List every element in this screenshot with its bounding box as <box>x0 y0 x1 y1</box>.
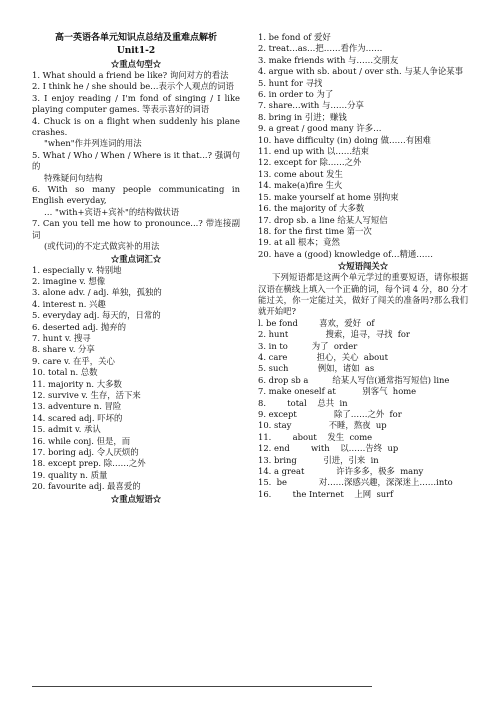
phrase-item: 7. share…with 与……分享 <box>258 100 364 111</box>
sentence-item: 7. Can you tell me how to pronounce...? 带连接副词 <box>32 218 240 240</box>
sentence-item: 2. I think he / she should be…表示个人观点的词语 <box>32 81 234 92</box>
word-item: 17. boring adj. 令人厌烦的 <box>32 447 139 457</box>
challenge-intro: 下列短语都是这两个单元学过的重要短语，请你根据汉语在横线上填入一个正确的词，每个词 4 分，80 分才能过关，你一定能过关，做好了闯关的准备吗?那么我们就开始吧? <box>258 272 468 317</box>
word-item: 7. hunt v. 搜寻 <box>32 332 91 343</box>
sentence-item: 5. What / Who / When / Where is it that...? 强调句的 <box>32 149 240 172</box>
sentence-item: 6. With so many people communicating in English everyday, <box>32 184 240 206</box>
right-column <box>258 32 468 500</box>
sentence-note: (或代词)的不定式做宾补的用法 <box>44 241 160 252</box>
word-item: 2. imagine v. 想像 <box>32 275 106 286</box>
word-item: 14. scared adj. 吓坏的 <box>32 412 123 423</box>
phrase-item: 13. come about 发生 <box>258 168 343 179</box>
sentence-note: 特殊疑问句结构 <box>44 172 103 183</box>
quiz-item: 16. the Internet 上网 surf <box>258 488 394 499</box>
quiz-item: 7. make oneself at 别客气 home <box>258 386 417 397</box>
quiz-item: 15. be 对……深感兴趣，深深迷上……into <box>258 477 453 488</box>
word-item: 18. except prep. 除……之外 <box>32 458 146 469</box>
unit-heading: Unit1-2 <box>116 46 156 56</box>
quiz-item: 2. hunt 搜索，追寻，寻找 for <box>258 329 410 340</box>
quiz-item: 9. except 除了……之外 for <box>258 409 402 419</box>
quiz-item: 10. stay 不睡，熬夜 up <box>258 420 387 431</box>
quiz-item: 4. care 担心，关心 about <box>258 351 388 362</box>
quiz-item: 5. such 例如，诸如 as <box>258 363 375 374</box>
phrase-item: 20. have a (good) knowledge of…精通…… <box>258 248 434 259</box>
word-item: 4. interest n. 兴趣 <box>32 298 106 309</box>
quiz-item: 6. drop sb a 给某人写信(通常指写短信) line <box>258 374 450 385</box>
phrase-item: 15. make yourself at home 别拘束 <box>258 191 399 202</box>
footer-divider <box>32 686 372 687</box>
section-phrase-challenge: ☆短语闯关☆ <box>337 261 389 272</box>
phrase-item: 16. the majority of 大多数 <box>258 203 365 214</box>
sentence-item: 1. What should a friend be like? 询问对方的看法 <box>32 70 229 80</box>
phrase-item: 6. in order to 为了 <box>258 89 334 100</box>
phrase-item: 9. a great / good many 许多… <box>258 123 382 134</box>
quiz-item: 3. in to 为了 order <box>258 340 358 351</box>
phrase-item: 18. for the first time 第一次 <box>258 225 372 236</box>
word-item: 10. total n. 总数 <box>32 367 98 378</box>
word-item: 1. especially v. 特别地 <box>32 264 122 275</box>
document-title: 高一英语各单元知识点总结及重难点解析 <box>54 33 217 43</box>
phrase-item: 4. argue with sb. about / over sth. 与某人争论某事 <box>258 66 463 77</box>
quiz-item: 13. bring 引进，引来 in <box>258 454 379 465</box>
word-item: 15. admit v. 承认 <box>32 424 101 435</box>
phrase-item: 5. hunt for 寻找 <box>258 77 323 88</box>
phrase-item: 17. drop sb. a line 给某人写短信 <box>258 214 388 225</box>
word-item: 20. favourite adj. 最喜爱的 <box>32 481 141 492</box>
phrase-item: 19. at all 根本；竟然 <box>258 237 340 248</box>
section-key-phrases: ☆重点短语☆ <box>110 493 162 504</box>
phrase-item: 10. have difficulty (in) doing 做……有困难 <box>258 134 431 145</box>
phrase-item: 14. make(a)fire 生火 <box>258 180 343 191</box>
quiz-item: 11. about 发生 come <box>258 431 373 442</box>
quiz-item: 8. total 总共 in <box>258 397 348 408</box>
word-item: 19. quality n. 质量 <box>32 469 108 480</box>
phrase-item: 8. bring in 引进；赚钱 <box>258 111 347 122</box>
section-key-words: ☆重点词汇☆ <box>110 253 162 264</box>
word-item: 16. while conj. 但是，而 <box>32 435 131 446</box>
word-item: 8. share v. 分享 <box>32 344 95 355</box>
word-item: 11. majority n. 大多数 <box>32 378 122 389</box>
quiz-item: 14. a great 许许多多，极多 many <box>258 466 424 477</box>
word-item: 6. deserted adj. 抛弃的 <box>32 321 126 332</box>
section-key-sentences: ☆重点句型☆ <box>110 59 162 69</box>
word-item: 9. care v. 在乎，关心 <box>32 355 115 366</box>
phrase-item: 11. end up with 以……结束 <box>258 146 369 157</box>
phrase-item: 12. except for 除……之外 <box>258 157 362 168</box>
phrase-item: 3. make friends with 与……交朋友 <box>258 54 399 65</box>
quiz-item: 12. end with 以……告终 up <box>258 443 399 454</box>
quiz-item: l. be fond 喜欢，爱好 of <box>258 317 375 328</box>
sentence-item: 3. I enjoy reading / I'm fond of singing / I like playing computer games. 等表示喜好的词语 <box>32 92 240 115</box>
word-item: 5. everyday adj. 每天的，日常的 <box>32 310 161 321</box>
sentence-note: "when"作并列连词的用法 <box>44 138 142 149</box>
phrase-item: 1. be fond of 爱好 <box>258 32 331 42</box>
sentence-note: … "with+宾语+宾补"的结构做状语 <box>44 206 180 217</box>
phrase-item: 2. treat…as…把……看作为…… <box>258 43 383 54</box>
sentence-item: 4. Chuck is on a flight when suddenly his plane crashes. <box>32 115 240 138</box>
word-item: 3. alone adv. / adj. 单独，孤独的 <box>32 287 162 298</box>
left-column <box>32 32 240 505</box>
word-item: 13. adventure n. 冒险 <box>32 401 122 412</box>
word-item: 12. survive v. 生存，活下来 <box>32 389 141 400</box>
